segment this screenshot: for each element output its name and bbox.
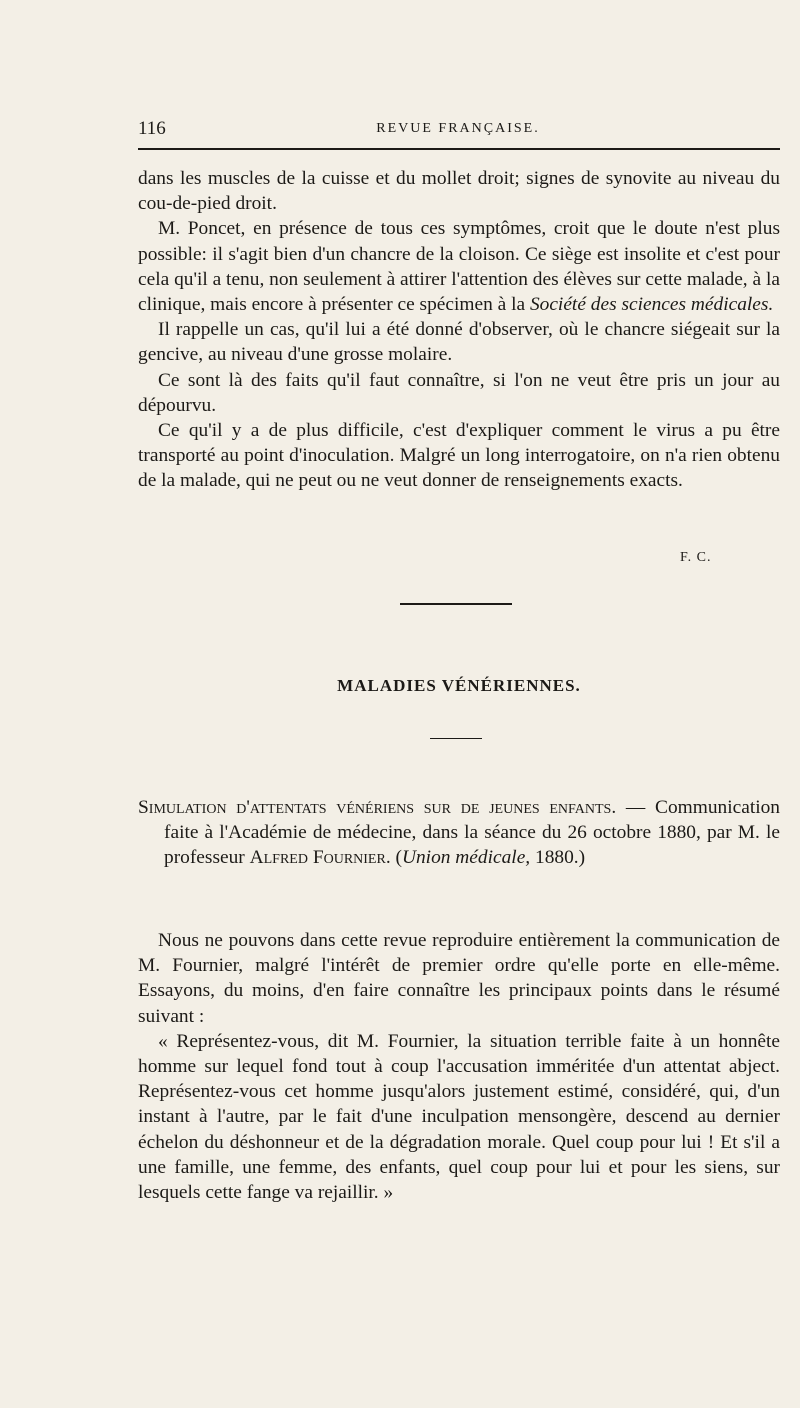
article-heading-rest: — Communication faite à l'Académie de médecine, dans la séance du 26 octobre 1880, par M. le professeur — [164, 797, 780, 869]
paragraph: Nous ne pouvons dans cette revue reproduire entièrement la communication de M. Fournier, malgré l'intérêt de premier ordre qu'elle porte en elle-même. Essayons, du moins, d'en faire connaître les principaux points dans le résumé suivant : — [138, 930, 780, 1027]
paragraph: dans les muscles de la cuisse et du mollet droit; signes de synovite au niveau du cou-de-pied droit. — [138, 168, 780, 215]
paragraph — [138, 216, 780, 317]
running-title: REVUE FRANÇAISE. — [376, 121, 540, 136]
separator-rule — [430, 738, 482, 739]
source-open: . ( — [385, 847, 402, 869]
article-title: Simulation d'attentats vénériens sur de jeunes enfants. — [138, 797, 617, 818]
article-heading-text — [138, 795, 780, 871]
article-author: Alfred Fournier — [249, 847, 386, 869]
paragraph-text: M. Poncet, en présence de tous ces symptômes, croit que le doute n'est plus possible: il s'agit bien d'un chancre de la cloison. Ce siège est insolite et c'est pour cela qu'il a tenu, non seulement à attirer l'attention des élèves sur cette malade, à la clinique, mais encore à présenter ce spécimen à la — [138, 218, 780, 316]
signature: F. C. — [680, 550, 712, 565]
article-source: Union médicale, — [401, 847, 531, 869]
page-number: 116 — [138, 118, 166, 139]
paragraph: Ce sont là des faits qu'il faut connaître, si l'on ne veut être pris un jour au dépourvu. — [138, 369, 780, 416]
article-heading — [138, 795, 780, 871]
paragraph: Il rappelle un cas, qu'il lui a été donné d'observer, où le chancre siégeait sur la gencive, au niveau d'une grosse molaire. — [138, 319, 780, 366]
section-title: MALADIES VÉNÉRIENNES. — [337, 676, 581, 695]
paragraph: « Représentez-vous, dit M. Fournier, la situation terrible faite à un honnête homme sur lequel fond tout à coup l'accusation imméritée d'un attentat abject. Représentez-vous cet homme jusqu'alors justement estimé, considéré, qui, d'un instant à l'autre, par le fait d'une inculpation mensongère, descend au dernier échelon du déshonneur et de la dégradation morale. Quel coup pour lui ! Et s'il a une famille, une femme, des enfants, quel coup pour lui et pour les siens, sur lesquels cette fange va rejaillir. » — [138, 1030, 780, 1204]
society-name: Société des sciences médicales. — [529, 294, 774, 316]
header-rule — [138, 148, 780, 150]
separator-rule — [400, 603, 512, 605]
continuation-text — [138, 166, 780, 494]
article-body — [138, 928, 780, 1205]
article-source-year: 1880.) — [530, 847, 586, 869]
page-header — [138, 118, 778, 146]
paragraph: Ce qu'il y a de plus difficile, c'est d'expliquer comment le virus a pu être transporté au point d'inoculation. Malgré un long interrogatoire, on n'a rien obtenu de la malade, qui ne peut ou ne veut donner de renseignements exacts. — [138, 420, 780, 492]
